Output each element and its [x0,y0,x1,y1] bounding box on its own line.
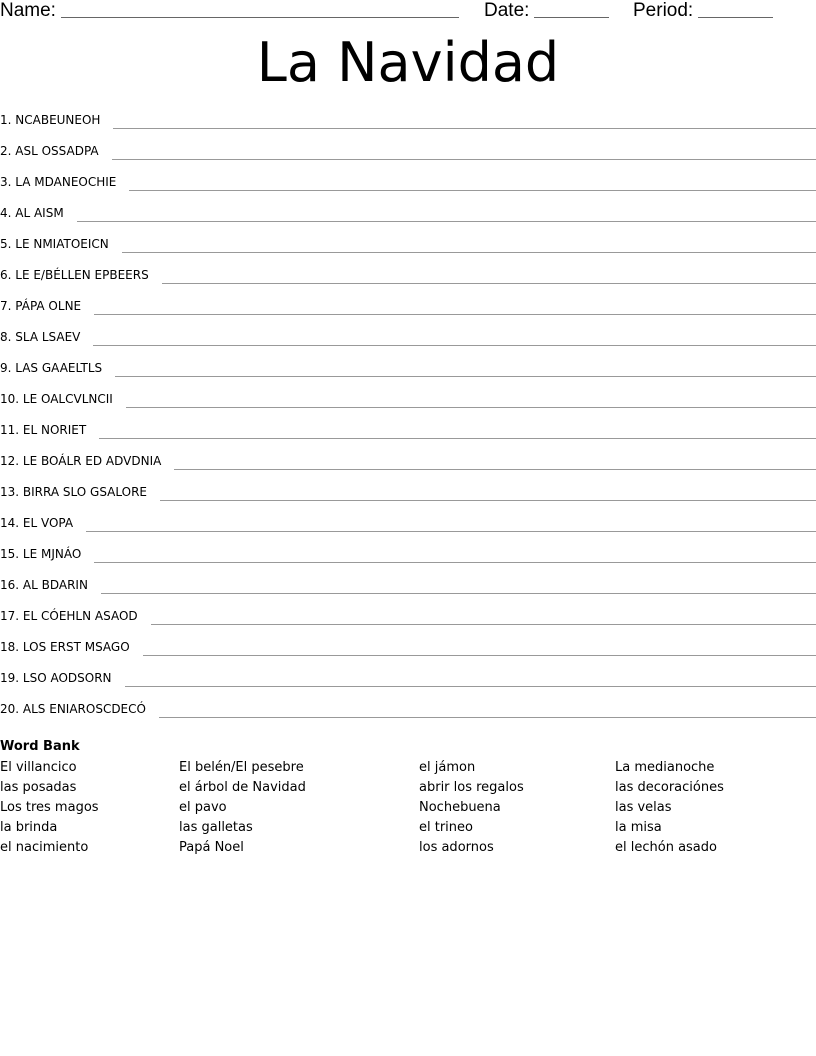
scrambled-word: BIRRA SLO GSALORE [22,485,147,499]
question-row [0,700,816,731]
scrambled-word: NCABEUNEOH [15,113,101,127]
word-bank-item: Papá Noel [179,840,244,855]
answer-line[interactable] [94,562,816,563]
period-label: Period: [633,0,694,21]
answer-line[interactable] [94,314,816,315]
answer-line[interactable] [77,221,816,222]
scrambled-word: ASL OSSADPA [15,144,99,158]
word-bank-item: El belén/El pesebre [179,760,304,775]
question-row [0,173,816,204]
answer-line[interactable] [174,469,816,470]
question-number: 11. [0,423,23,437]
scrambled-word: PÁPA OLNE [15,299,82,313]
question-row [0,545,816,576]
question-row [0,297,816,328]
answer-line[interactable] [122,252,816,253]
scrambled-word: ALS ENIAROSCDECÓ [22,702,146,716]
scrambled-word: LE E/BÉLLEN EPBEERS [15,268,149,282]
question-number: 1. [0,113,16,127]
word-bank-column [0,758,99,858]
scrambled-word: LE OALCVLNCII [22,392,113,406]
date-label: Date: [484,0,530,21]
word-bank-item: Los tres magos [0,800,99,815]
date-field[interactable] [484,0,609,22]
question-number: 6. [0,268,16,282]
scrambled-word: SLA LSAEV [15,330,81,344]
word-bank-item: La medianoche [615,760,715,775]
word-bank-item: el lechón asado [615,840,717,855]
answer-line[interactable] [99,438,816,439]
answer-line[interactable] [159,717,816,718]
word-bank-title: Word Bank [0,739,80,754]
word-bank-item: el jámon [419,760,476,775]
word-bank-item: las decoraciónes [615,780,724,795]
scrambled-word: LAS GAAELTLS [15,361,103,375]
question-row [0,359,816,390]
question-number: 15. [0,547,23,561]
question-row [0,111,816,142]
answer-line[interactable] [126,407,816,408]
question-number: 18. [0,640,23,654]
scrambled-word: LE NMIATOEICN [15,237,109,251]
scrambled-word: LA MDANEOCHIE [15,175,117,189]
question-number: 5. [0,237,16,251]
question-number: 4. [0,206,16,220]
question-number: 8. [0,330,16,344]
period-blank[interactable] [698,0,773,18]
scrambled-word: EL NORIET [22,423,87,437]
page-title: La Navidad [256,31,560,94]
question-row [0,483,816,514]
question-row [0,669,816,700]
scrambled-word: AL BDARIN [22,578,88,592]
question-row [0,452,816,483]
name-field[interactable] [0,0,459,22]
scrambled-word: LSO AODSORN [22,671,112,685]
word-bank-item: el nacimiento [0,840,89,855]
scrambled-word: EL VOPA [22,516,74,530]
question-number: 2. [0,144,16,158]
question-number: 14. [0,516,23,530]
question-row [0,142,816,173]
answer-line[interactable] [129,190,816,191]
word-bank-grid [0,758,816,868]
word-bank-item: el trineo [419,820,473,835]
question-row [0,421,816,452]
name-label: Name: [0,0,56,21]
word-bank-item: la brinda [0,820,58,835]
answer-line[interactable] [125,686,816,687]
question-number: 17. [0,609,23,623]
period-field[interactable] [633,0,773,22]
word-bank-column [615,758,724,858]
scrambled-word: LOS ERST MSAGO [22,640,130,654]
scrambled-word: EL CÓEHLN ASAOD [22,609,138,623]
question-number: 12. [0,454,23,468]
scramble-question-list [0,111,816,731]
word-bank-item: los adornos [419,840,494,855]
word-bank-item: las posadas [0,780,77,795]
question-number: 13. [0,485,23,499]
answer-line[interactable] [115,376,816,377]
word-bank-column [179,758,306,858]
scrambled-word: AL AISM [15,206,64,220]
word-bank-item: las galletas [179,820,253,835]
answer-line[interactable] [162,283,816,284]
date-blank[interactable] [534,0,609,18]
answer-line[interactable] [160,500,816,501]
question-row [0,607,816,638]
question-number: 3. [0,175,16,189]
student-info-header [0,0,816,24]
question-number: 16. [0,578,23,592]
answer-line[interactable] [101,593,816,594]
scrambled-word: LE BOÁLR ED ADVDNIA [22,454,162,468]
scrambled-word: LE MJNÁO [22,547,82,561]
answer-line[interactable] [113,128,816,129]
answer-line[interactable] [151,624,816,625]
word-bank [0,738,816,868]
answer-line[interactable] [112,159,816,160]
question-number: 20. [0,702,23,716]
question-row [0,235,816,266]
answer-line[interactable] [143,655,816,656]
question-row [0,204,816,235]
word-bank-item: la misa [615,820,662,835]
word-bank-item: Nochebuena [419,800,501,815]
word-bank-item: abrir los regalos [419,780,524,795]
word-bank-item: El villancico [0,760,77,775]
question-row [0,514,816,545]
word-bank-item: el pavo [179,800,227,815]
question-row [0,390,816,421]
answer-line[interactable] [86,531,816,532]
word-bank-item: las velas [615,800,672,815]
question-number: 9. [0,361,16,375]
answer-line[interactable] [93,345,816,346]
question-row [0,638,816,669]
question-number: 7. [0,299,16,313]
question-row [0,266,816,297]
question-number: 19. [0,671,23,685]
name-blank[interactable] [61,0,459,18]
question-number: 10. [0,392,23,406]
question-row [0,576,816,607]
word-bank-item: el árbol de Navidad [179,780,306,795]
question-row [0,328,816,359]
word-bank-column [419,758,524,858]
